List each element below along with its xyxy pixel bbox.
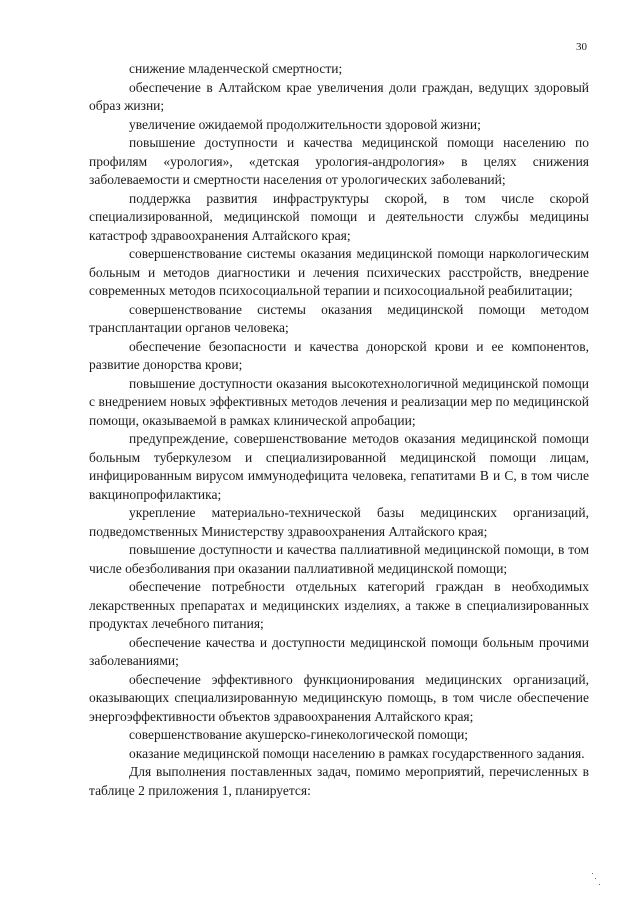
scan-speck (599, 884, 600, 885)
page-number: 30 (576, 41, 587, 53)
paragraph: укрепление материально-технической базы медицинских организаций, подведомственных Министерству здравоохранения Алтайского края; (89, 505, 589, 539)
paragraph: обеспечение потребности отдельных категорий граждан в необходимых лекарственных препаратах и медицинских изделиях, а также в специализированных продуктах лечебного питания; (89, 579, 589, 631)
paragraph: снижение младенческой смертности; (129, 61, 343, 76)
paragraph: повышение доступности и качества паллиативной медицинской помощи, в том числе обезболивания при оказании паллиативной медицинской помощи; (89, 542, 589, 576)
paragraph: поддержка развития инфраструктуры скорой, в том числе скорой специализированной, медицинской помощи и деятельности службы медицины катастроф здравоохранения Алтайского края; (89, 190, 589, 243)
paragraph: обеспечение эффективного функционирования медицинских организаций, оказывающих специализированную медицинскую помощь, в том числе обеспечение энергоэффективности объектов здравоохранения Алтайского края; (89, 671, 589, 724)
document-body (89, 60, 589, 800)
paragraph: увеличение ожидаемой продолжительности здоровой жизни; (129, 116, 481, 132)
paragraph: предупреждение, совершенствование методов оказания медицинской помощи больным туберкулезом и специализированной медицинской помощи лицам, инфицированным вирусом иммунодефицита человека, гепатитами В и С, в том числе вакцинопрофилактика; (89, 431, 589, 502)
paragraph: обеспечение безопасности и качества донорской крови и ее компонентов, развитие донорства крови; (89, 338, 589, 372)
paragraph: обеспечение качества и доступности медицинской помощи больным прочими заболеваниями; (89, 634, 589, 668)
paragraph: обеспечение в Алтайском крае увеличения доли граждан, ведущих здоровый образ жизни; (89, 79, 589, 113)
paragraph: повышение доступности оказания высокотехнологичной медицинской помощи с внедрением новых эффективных методов лечения и реализации мер по медицинской помощи, оказываемой в рамках клинической апробации; (89, 375, 589, 428)
paragraph: совершенствование системы оказания медицинской помощи наркологическим больным и методов диагностики и лечения психических расстройств, внедрение современных методов психосоциальной терапии и психосоциальной реабилитации; (89, 246, 589, 298)
paragraph: Для выполнения поставленных задач, помимо мероприятий, перечисленных в таблице 2 приложения 1, планируется: (89, 764, 589, 798)
paragraph: совершенствование акушерско-гинекологической помощи; (129, 727, 469, 742)
scan-speck (595, 878, 596, 879)
paragraph: повышение доступности и качества медицинской помощи населению по профилям «урология», «детская урология-андрология» в целях снижения заболеваемости и смертности населения от урологических заболеваний; (89, 135, 589, 187)
scan-speck (592, 873, 593, 874)
paragraph: совершенствование системы оказания медицинской помощи методом трансплантации органов человека; (89, 301, 589, 335)
paragraph: оказание медицинской помощи населению в рамках государственного задания. (129, 745, 585, 761)
